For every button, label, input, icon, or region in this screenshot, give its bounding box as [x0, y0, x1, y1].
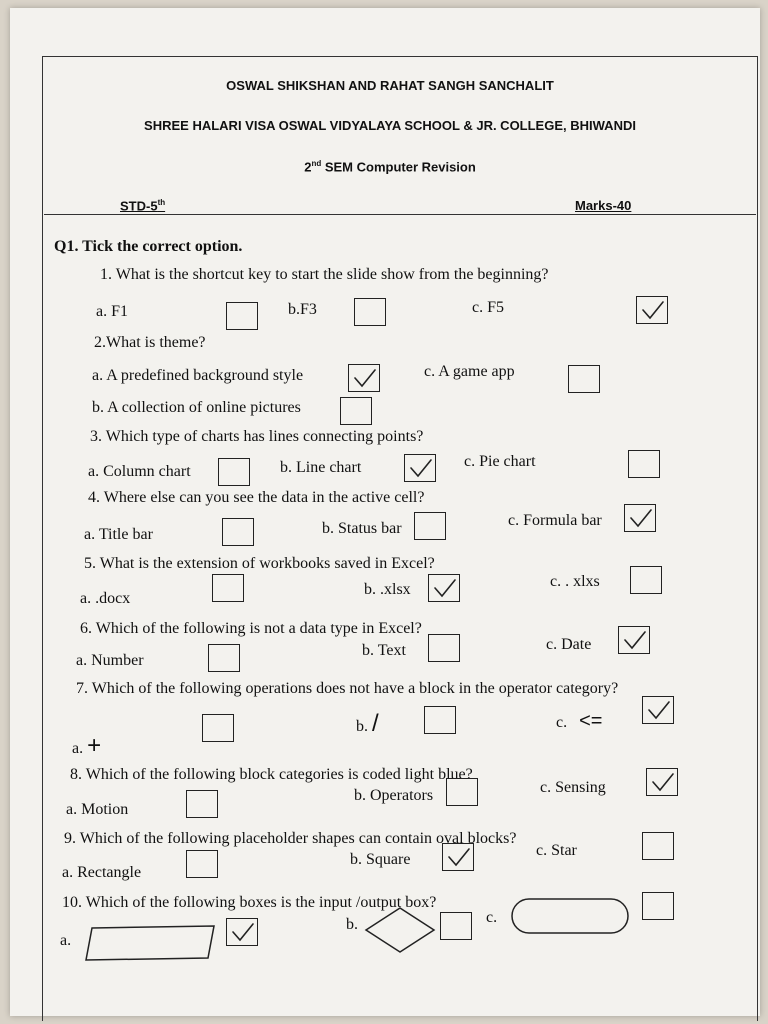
q8-checkbox-b[interactable]	[446, 778, 478, 806]
question-1: 1. What is the shortcut key to start the slide show from the beginning?	[100, 266, 549, 283]
q1-option-a: a. F1	[96, 303, 128, 320]
q6-option-b: b. Text	[362, 642, 406, 659]
q3-checkbox-b[interactable]	[404, 454, 436, 482]
question-9: 9. Which of the following placeholder shapes can contain oval blocks?	[64, 830, 517, 847]
q5-checkbox-b[interactable]	[428, 574, 460, 602]
q4-checkbox-b[interactable]	[414, 512, 446, 540]
question-4: 4. Where else can you see the data in the active cell?	[88, 489, 425, 506]
tick-mark-icon	[432, 577, 458, 599]
q9-checkbox-a[interactable]	[186, 850, 218, 878]
question-3: 3. Which type of charts has lines connecting points?	[90, 428, 424, 445]
marks-label: Marks-40	[575, 198, 632, 213]
tick-mark-icon	[628, 507, 654, 529]
q10-checkbox-c[interactable]	[642, 892, 674, 920]
tick-mark-icon	[446, 846, 472, 868]
question-5: 5. What is the extension of workbooks saved in Excel?	[84, 555, 435, 572]
q9-option-a: a. Rectangle	[62, 864, 142, 881]
q2-checkbox-c[interactable]	[568, 365, 600, 393]
section-heading: Q1. Tick the correct option.	[54, 238, 243, 255]
q3-checkbox-c[interactable]	[628, 450, 660, 478]
q3-option-a: a. Column chart	[88, 463, 191, 480]
q10-option-c: c.	[486, 909, 498, 926]
q8-option-a: a. Motion	[66, 801, 129, 818]
q6-option-c: c. Date	[546, 636, 592, 653]
header-rule	[44, 214, 756, 215]
q7-option-b: b. /	[356, 710, 379, 737]
school-name: SHREE HALARI VISA OSWAL VIDYALAYA SCHOOL & JR. COLLEGE, BHIWANDI	[144, 118, 636, 133]
q5-option-c: c. . xlxs	[550, 573, 600, 590]
question-10: 10. Which of the following boxes is the input /output box?	[62, 894, 437, 911]
q1-checkbox-a[interactable]	[226, 302, 258, 330]
q9-checkbox-c[interactable]	[642, 832, 674, 860]
q5-checkbox-c[interactable]	[630, 566, 662, 594]
q4-checkbox-a[interactable]	[222, 518, 254, 546]
q7-checkbox-b[interactable]	[424, 706, 456, 734]
q9-option-b: b. Square	[350, 851, 411, 868]
q5-option-b: b. .xlsx	[364, 581, 411, 598]
q9-checkbox-b[interactable]	[442, 843, 474, 871]
q5-option-a: a. .docx	[80, 590, 131, 607]
q8-option-c: c. Sensing	[540, 779, 606, 796]
diamond-shape-icon	[364, 906, 436, 954]
q2-checkbox-b[interactable]	[340, 397, 372, 425]
q10-option-b: b.	[346, 916, 358, 933]
q7-option-a: a. +	[72, 732, 102, 759]
parallelogram-shape-icon	[84, 924, 216, 962]
tick-mark-icon	[622, 629, 648, 651]
q4-option-b: b. Status bar	[322, 520, 402, 537]
q2-option-a: a. A predefined background style	[92, 367, 304, 384]
q3-option-c: c. Pie chart	[464, 453, 536, 470]
tick-mark-icon	[646, 699, 672, 721]
q4-option-c: c. Formula bar	[508, 512, 602, 529]
q7-checkbox-a[interactable]	[202, 714, 234, 742]
q10-checkbox-a[interactable]	[226, 918, 258, 946]
q3-checkbox-a[interactable]	[218, 458, 250, 486]
q2-checkbox-a[interactable]	[348, 364, 380, 392]
exam-title: 2nd SEM Computer Revision	[304, 159, 476, 175]
q1-checkbox-b[interactable]	[354, 298, 386, 326]
q4-option-a: a. Title bar	[84, 526, 153, 543]
q7-option-c: c. <=	[556, 710, 603, 732]
q9-option-c: c. Star	[536, 842, 577, 859]
q6-checkbox-b[interactable]	[428, 634, 460, 662]
q8-checkbox-a[interactable]	[186, 790, 218, 818]
q1-option-c: c. F5	[472, 299, 504, 316]
q10-option-a: a.	[60, 932, 72, 949]
q8-checkbox-c[interactable]	[646, 768, 678, 796]
q5-checkbox-a[interactable]	[212, 574, 244, 602]
tick-mark-icon	[640, 299, 666, 321]
question-8: 8. Which of the following block categories is coded light blue?	[70, 766, 473, 783]
standard-label: STD-5th	[120, 198, 166, 214]
q6-option-a: a. Number	[76, 652, 144, 669]
question-2: 2.What is theme?	[94, 334, 206, 351]
q1-option-b: b.F3	[288, 301, 317, 318]
q10-checkbox-b[interactable]	[440, 912, 472, 940]
q3-option-b: b. Line chart	[280, 459, 362, 476]
tick-mark-icon	[408, 457, 434, 479]
q2-option-b: b. A collection of online pictures	[92, 399, 301, 416]
q2-option-c: c. A game app	[424, 363, 515, 380]
q7-checkbox-c[interactable]	[642, 696, 674, 724]
q6-checkbox-c[interactable]	[618, 626, 650, 654]
tick-mark-icon	[230, 921, 256, 943]
trust-name: OSWAL SHIKSHAN AND RAHAT SANGH SANCHALIT	[226, 78, 554, 93]
question-6: 6. Which of the following is not a data type in Excel?	[80, 620, 422, 637]
oval-shape-icon	[510, 896, 630, 936]
q4-checkbox-c[interactable]	[624, 504, 656, 532]
q6-checkbox-a[interactable]	[208, 644, 240, 672]
q8-option-b: b. Operators	[354, 787, 434, 804]
tick-mark-icon	[352, 367, 378, 389]
tick-mark-icon	[650, 771, 676, 793]
q1-checkbox-c[interactable]	[636, 296, 668, 324]
question-7: 7. Which of the following operations does not have a block in the operator category?	[76, 680, 619, 697]
